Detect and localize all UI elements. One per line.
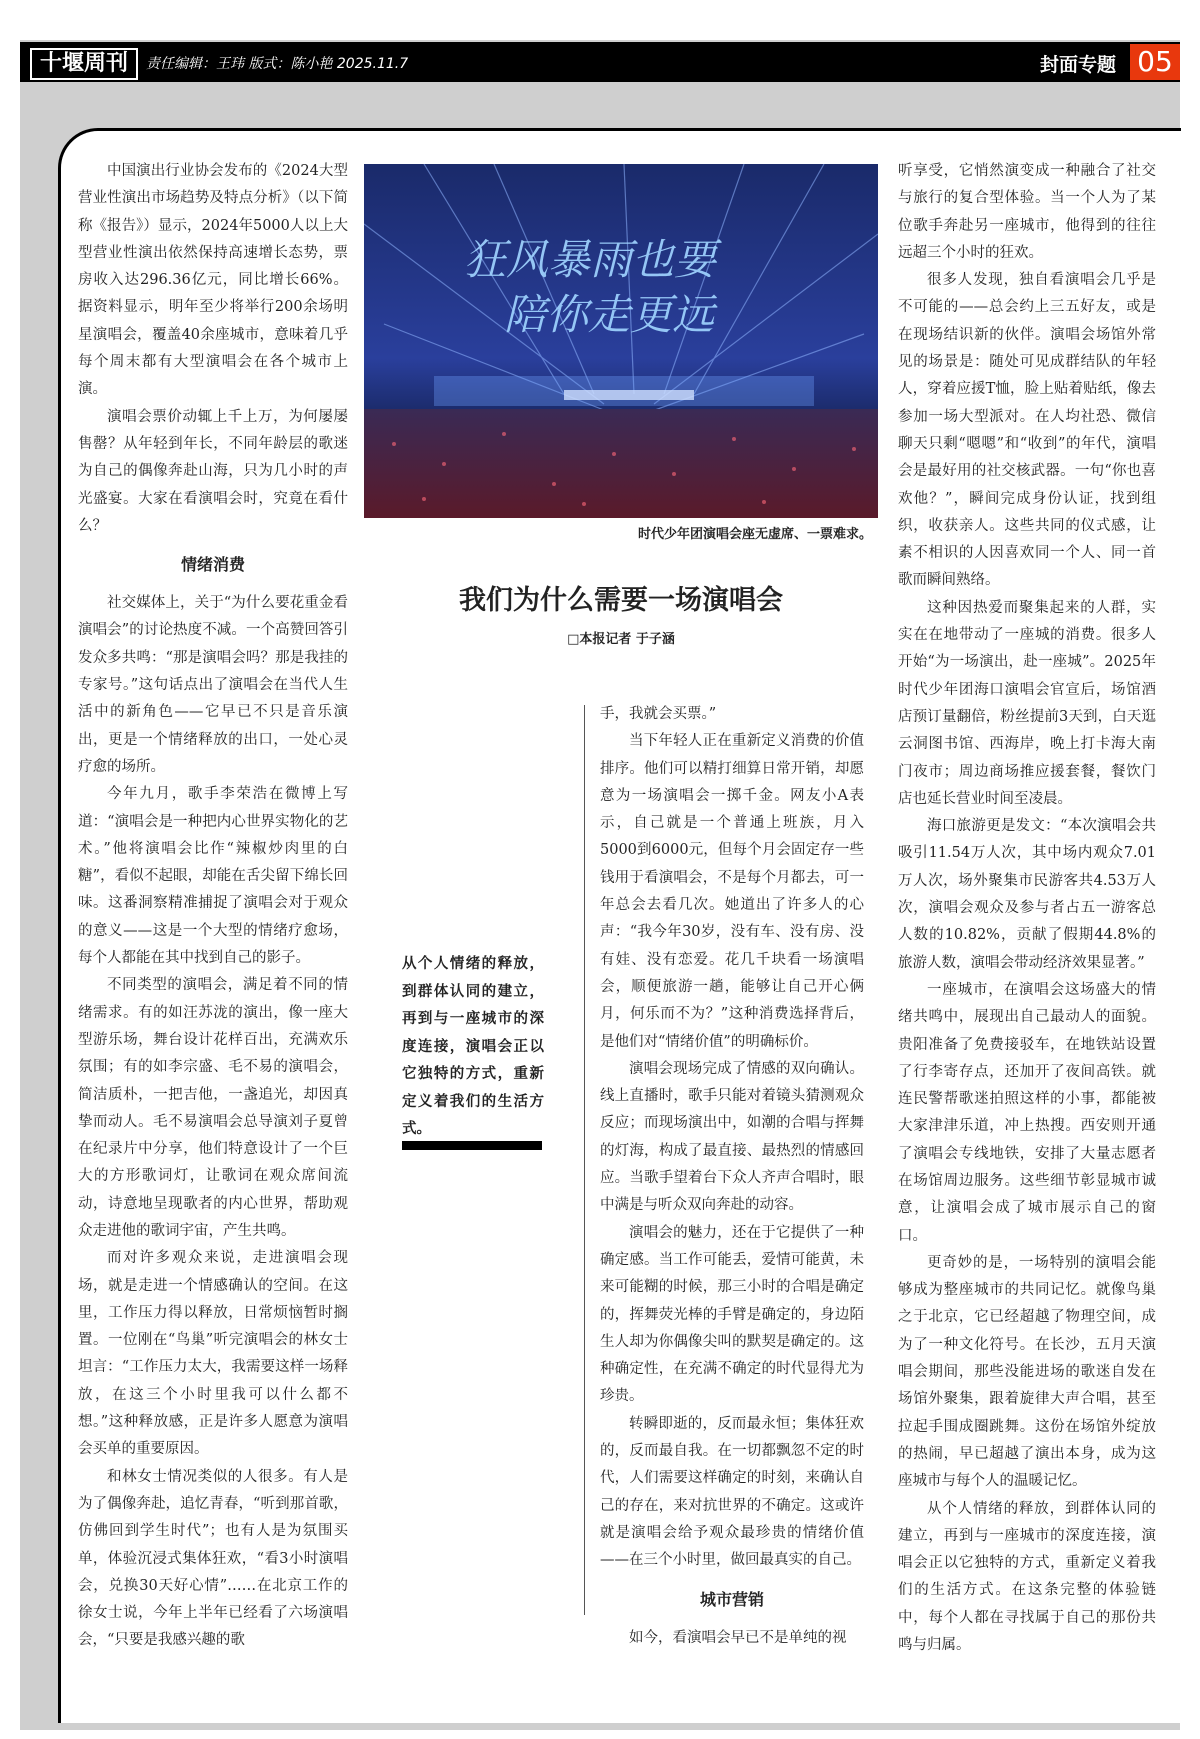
subheading-emotion-consumption: 情绪消费 xyxy=(180,555,245,575)
concert-photo xyxy=(364,164,878,518)
column-4 xyxy=(898,158,1156,1659)
paragraph: 如今，看演唱会早已不是单纯的视 xyxy=(629,1629,847,1646)
paragraph: 不同类型的演唱会，满足着不同的情绪需求。有的如汪苏泷的演出，像一座大型游乐场，舞台设计花样百出，充满欢乐氛围；有的如李宗盛、毛不易的演唱会，简洁质朴，一把吉他，一盏追光，却因真挚而动人。毛不易演唱会总导演刘子夏曾在纪录片中分享，他们特意设计了一个巨大的方形歌词灯，让歌词在观众席间流动，诗意地呈现歌者的内心世界，帮助观众走进他的歌词宇宙，产生共鸣。 xyxy=(78,977,348,1239)
paragraph: 社交媒体上，关于“为什么要花重金看演唱会”的讨论热度不减。一个高赞回答引发众多共鸣：“那是演唱会吗？那是我挂的专家号。”这句话点出了演唱会在当代人生活中的新角色——它早已不只是音乐演出，更是一个情绪释放的出口，一处心灵疗愈的场所。 xyxy=(78,595,348,775)
paragraph: 手，我就会买票。” xyxy=(600,706,717,722)
paragraph: 很多人发现，独自看演唱会几乎是不可能的——总会约上三五好友，或是在现场结识新的伙伴。演唱会场馆外常见的场景是：随处可见成群结队的年轻人，穿着应援T恤，脸上贴着贴纸，像去参加一场大型派对。在人均社恐、微信聊天只剩“嗯嗯”和“收到”的年代，演唱会是最好用的社交核武器。一句“你也喜欢他？”，瞬间完成身份认证，找到组织，收获亲人。这些共同的仪式感，让素不相识的人因喜欢同一个人、同一首歌而瞬间熟络。 xyxy=(898,272,1156,589)
paragraph: 演唱会票价动辄上千上万，为何屡屡售罄？从年轻到年长，不同年龄层的歌迷为自己的偶像奔赴山海，只为几小时的声光盛宴。大家在看演唱会时，究竟在看什么？ xyxy=(78,408,348,534)
masthead-logo: 十堰周刊 xyxy=(30,48,138,80)
paragraph: 中国演出行业协会发布的《2024大型营业性演出市场趋势及特点分析》（以下简称《报告》）显示，2024年5000人以上大型营业性演出依然保持高速增长态势，票房收入达296.36亿元，同比增长66%。据资料显示，明年至少将举行200余场明星演唱会，覆盖40余座城市，意味着几乎每个周末都有大型演唱会在各个城市上演。 xyxy=(78,163,348,398)
paragraph: 当下年轻人正在重新定义消费的价值排序。他们可以精打细算日常开销，却愿意为一场演唱会一掷千金。网友小A表示，自己就是一个普通上班族，月入5000到6000元，但每个月会固定存一些钱用于看演唱会，不是每个月都去，可一年总会去看几次。她道出了许多人的心声：“我今年30岁，没有车、没有房、没有娃、没有恋爱。花几千块看一场演唱会，顺便旅游一趟，能够让自己开心俩月，何乐而不为？”这种消费选择背后，是他们对“情绪价值”的明确标价。 xyxy=(600,733,864,1050)
concert-photo-graphic xyxy=(364,164,878,518)
paragraph: 今年九月，歌手李荣浩在微博上写道：“演唱会是一种把内心世界实物化的艺术。”他将演唱会比作“辣椒炒肉里的白糖”，看似不起眼，却能在舌尖留下绵长回味。这番洞察精准捕捉了演唱会对于观众的意义——这是一个大型的情绪疗愈场，每个人都能在其中找到自己的影子。 xyxy=(78,786,348,967)
column-3 xyxy=(600,701,864,1652)
paragraph: 一座城市，在演唱会这场盛大的情绪共鸣中，展现出自己最动人的面貌。贵阳准备了免费接驳车，在地铁站设置了行李寄存点，还加开了夜间高铁。就连民警帮歌迷拍照这样的小事，都能被大家津津乐道，冲上热搜。西安则开通了演唱会专线地铁，安排了大量志愿者在场馆周边服务。这些细节彰显城市诚意，让演唱会成了城市展示自己的窗口。 xyxy=(898,981,1156,1244)
paragraph: 更奇妙的是，一场特别的演唱会能够成为整座城市的共同记忆。就像鸟巢之于北京，它已经超越了物理空间，成为了一种文化符号。在长沙，五月天演唱会期间，那些没能进场的歌迷自发在场馆外聚集，跟着旋律大声合唱，甚至拉起手围成圈跳舞。这份在场馆外绽放的热闹，早已超越了演出本身，成为这座城市与每个人的温暖记忆。 xyxy=(898,1254,1156,1490)
paragraph: 和林女士情况类似的人很多。有人是为了偶像奔赴，追忆青春，“听到那首歌，仿佛回到学生时代”；也有人是为氛围买单，体验沉浸式集体狂欢，“看3小时演唱会，兑换30天好心情”……在北京工作的徐女士说，今年上半年已经看了六场演唱会，“只要是我感兴趣的歌 xyxy=(78,1468,348,1649)
paragraph: 演唱会的魅力，还在于它提供了一种确定感。当工作可能丢，爱情可能黄，未来可能糊的时候，那三小时的合唱是确定的，挥舞荧光棒的手臂是确定的，身边陌生人却为你偶像尖叫的默契是确定的。这种确定性，在充满不确定的时代显得尤为珍贵。 xyxy=(600,1224,864,1405)
page-number: 05 xyxy=(1130,44,1180,80)
article-headline: 我们为什么需要一场演唱会 xyxy=(459,585,783,616)
paragraph: 转瞬即逝的，反而最永恒；集体狂欢的，反而最自我。在一切都飘忽不定的时代，人们需要这样确定的时刻，来确认自己的存在，来对抗世界的不确定。这或许就是演唱会给予观众最珍贵的情绪价值——在三个小时里，做回最真实的自己。 xyxy=(600,1415,864,1569)
pull-quote: 从个人情绪的释放，到群体认同的建立，再到与一座城市的深度连接，演唱会正以它独特的方式，重新定义着我们的生活方式。 xyxy=(402,955,544,1137)
editor-credits: 责任编辑：王玮 版式：陈小艳 2025.11.7 xyxy=(146,56,409,72)
column-divider xyxy=(584,705,585,1615)
section-title: 封面专题 xyxy=(1040,54,1117,76)
pull-quote-rule xyxy=(402,1141,542,1150)
paragraph: 海口旅游更是发文：“本次演唱会共吸引11.54万人次，其中场内观众7.01万人次，场外聚集市民游客共4.53万人次，演唱会观众及参与者占五一游客总人数的10.82%，贡献了假期44.8%的旅游人数，演唱会带动经济效果显著。” xyxy=(898,818,1156,971)
photo-overlay-text-1: 狂风暴雨也要 xyxy=(464,235,717,284)
paragraph: 这种因热爱而聚集起来的人群，实实在在地带动了一座城的消费。很多人开始“为一场演出，赴一座城”。2025年时代少年团海口演唱会官宣后，场馆酒店预订量翻倍，粉丝提前3天到，白天逛云洞图书馆、西海岸，晚上打卡海大南门夜市；周边商场推应援套餐，餐饮门店也延长营业时间至凌晨。 xyxy=(898,599,1156,807)
paragraph: 演唱会现场完成了情感的双向确认。线上直播时，歌手只能对着镜头猜测观众反应；而现场演出中，如潮的合唱与挥舞的灯海，构成了最直接、最热烈的情感回应。当歌手望着台下众人齐声合唱时，眼中满是与听众双向奔赴的动容。 xyxy=(600,1060,864,1214)
paragraph: 而对许多观众来说，走进演唱会现场，就是走进一个情感确认的空间。在这里，工作压力得以释放，日常烦恼暂时搁置。一位刚在“鸟巢”听完演唱会的林女士坦言：“工作压力太大，我需要这样一场释放，在这三个小时里我可以什么都不想。”这种释放感，正是许多人愿意为演唱会买单的重要原因。 xyxy=(78,1250,348,1458)
paragraph: 从个人情绪的释放，到群体认同的建立，再到与一座城市的深度连接，演唱会正以它独特的方式，重新定义着我们的生活方式。在这条完整的体验链中，每个人都在寻找属于自己的那份共鸣与归属。 xyxy=(898,1500,1156,1654)
photo-overlay-text-2: 陪你走更远 xyxy=(504,290,715,339)
paragraph: 听享受，它悄然演变成一种融合了社交与旅行的复合型体验。当一个人为了某位歌手奔赴另一座城市，他得到的往往远超三个小时的狂欢。 xyxy=(898,163,1156,261)
article-byline: □本报记者 于子涵 xyxy=(567,632,675,647)
column-1 xyxy=(78,158,348,1655)
subheading-city-marketing: 城市营销 xyxy=(699,1589,764,1609)
photo-caption: 时代少年团演唱会座无虚席、一票难求。 xyxy=(637,527,872,542)
